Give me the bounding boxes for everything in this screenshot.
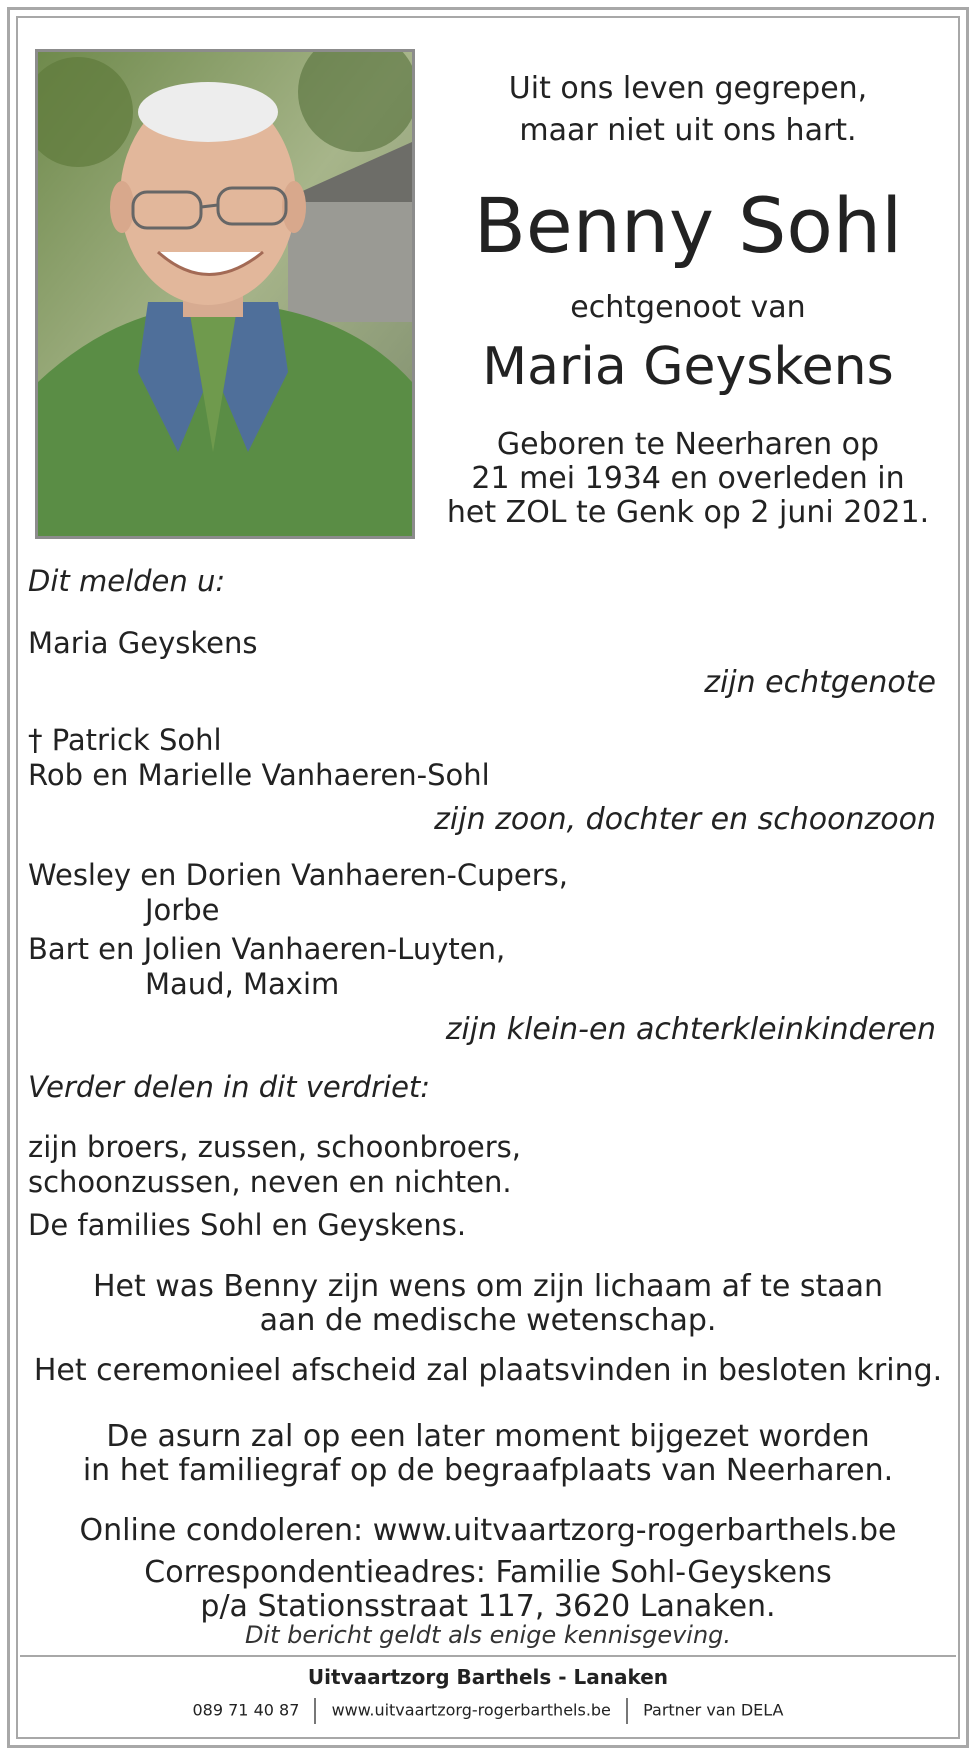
footer-divider xyxy=(20,1655,956,1657)
spouse-label: echtgenoot van xyxy=(570,290,806,325)
address-line: Correspondentieadres: Familie Sohl-Geyskens xyxy=(144,1555,832,1590)
urn-line: De asurn zal op een later moment bijgezet worden xyxy=(106,1419,870,1454)
family-line: zijn broers, zussen, schoonbroers, xyxy=(28,1130,521,1164)
family-line: schoonzussen, neven en nichten. xyxy=(28,1165,512,1199)
urn-text xyxy=(18,1420,958,1488)
phone-number: 089 71 40 87 xyxy=(192,1700,300,1720)
wish-line: Het was Benny zijn wens om zijn lichaam af te staan xyxy=(92,1269,884,1304)
separator xyxy=(626,1698,628,1724)
correspondence-address xyxy=(18,1556,958,1624)
announcer-children xyxy=(28,723,490,793)
partner-text: Partner van DELA xyxy=(643,1700,784,1720)
footer-contact xyxy=(18,1698,958,1724)
quote-line: Uit ons leven gegrepen, xyxy=(508,71,868,106)
wish-line: aan de medische wetenschap. xyxy=(259,1303,717,1338)
spouse-name: Maria Geyskens xyxy=(482,337,894,397)
extended-family xyxy=(28,1130,521,1200)
portrait-photo xyxy=(35,49,415,539)
sole-notice: Dit bericht geldt als enige kennisgeving. xyxy=(244,1621,732,1649)
child-name: Rob en Marielle Vanhaeren-Sohl xyxy=(28,758,490,792)
role-spouse: zijn echtgenote xyxy=(704,665,936,700)
announcers-intro: Dit melden u: xyxy=(28,564,226,598)
ceremony-text: Het ceremonieel afscheid zal plaatsvinden in besloten kring. xyxy=(33,1353,943,1388)
deceased-name: Benny Sohl xyxy=(473,181,903,270)
families-line: De families Sohl en Geyskens. xyxy=(28,1208,467,1242)
birth-death-line: 21 mei 1934 en overleden in xyxy=(471,461,905,496)
address-line: p/a Stationsstraat 117, 3620 Lanaken. xyxy=(200,1589,776,1624)
role-grandchildren: zijn klein-en achterkleinkinderen xyxy=(445,1012,936,1047)
birth-death-info xyxy=(438,428,938,530)
online-condolence: Online condoleren: www.uitvaartzorg-rogerbarthels.be xyxy=(79,1513,897,1548)
role-children: zijn zoon, dochter en schoonzoon xyxy=(434,802,936,837)
urn-line: in het familiegraf op de begraafplaats van Neerharen. xyxy=(82,1453,894,1488)
grandchild-family: Wesley en Dorien Vanhaeren-Cupers, xyxy=(28,858,568,892)
child-name: † Patrick Sohl xyxy=(28,723,222,757)
website-link[interactable]: www.uitvaartzorg-rogerbarthels.be xyxy=(331,1700,611,1720)
also-grieving-intro: Verder delen in dit verdriet: xyxy=(28,1070,431,1104)
grandchild-kids: Jorbe xyxy=(145,893,220,927)
funeral-home-name: Uitvaartzorg Barthels - Lanaken xyxy=(307,1665,669,1689)
birth-death-line: het ZOL te Genk op 2 juni 2021. xyxy=(446,495,930,530)
announcer-spouse: Maria Geyskens xyxy=(28,626,258,660)
grandchild-family: Bart en Jolien Vanhaeren-Luyten, xyxy=(28,932,506,966)
wish-text xyxy=(18,1270,958,1338)
birth-death-line: Geboren te Neerharen op xyxy=(496,427,880,462)
separator xyxy=(314,1698,316,1724)
announcer-grandchildren xyxy=(28,858,568,1002)
memorial-quote xyxy=(438,68,938,152)
grandchild-kids: Maud, Maxim xyxy=(145,967,340,1001)
card xyxy=(16,16,960,1739)
quote-line: maar niet uit ons hart. xyxy=(519,113,857,148)
